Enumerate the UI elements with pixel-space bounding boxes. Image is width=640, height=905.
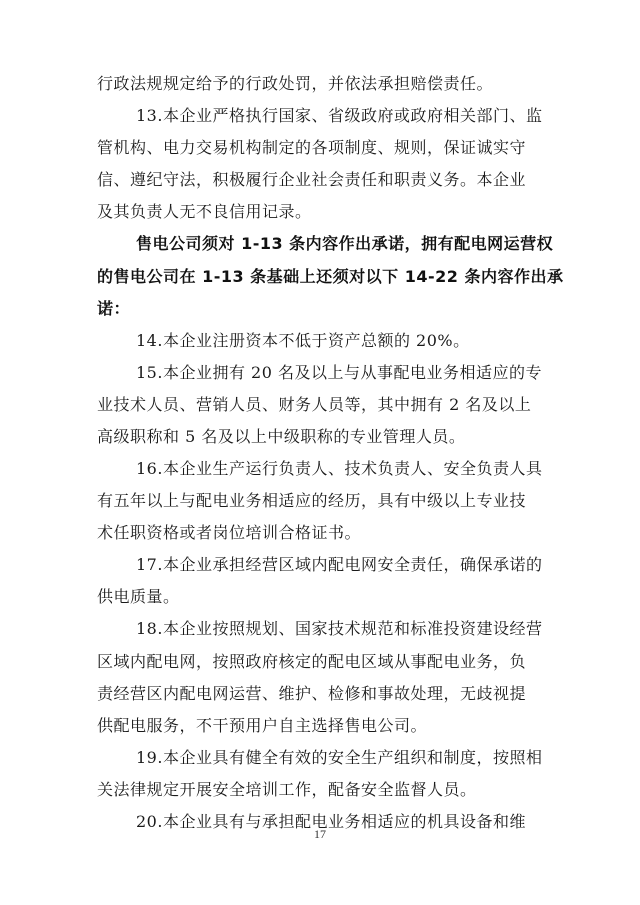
clause-15-line: 15.本企业拥有 20 名及以上与从事配电业务相适应的专 <box>136 363 542 382</box>
text-line: 区域内配电网，按照政府核定的配电区域从事配电业务，负 <box>97 652 527 671</box>
clause-13-line: 13.本企业严格执行国家、省级政府或政府相关部门、监 <box>136 106 543 125</box>
text-line: 有五年以上与配电业务相适应的经历，具有中级以上专业技 <box>97 491 527 510</box>
text-line: 及其负责人无不良信用记录。 <box>97 202 312 221</box>
commitment-heading-line: 的售电公司在 1-13 条基础上还须对以下 14-22 条内容作出承 <box>97 267 564 286</box>
clause-14-line: 14.本企业注册资本不低于资产总额的 20%。 <box>136 331 470 350</box>
clause-17-line: 17.本企业承担经营区域内配电网安全责任，确保承诺的 <box>136 555 543 574</box>
text-line: 术任职资格或者岗位培训合格证书。 <box>97 523 362 542</box>
text-line: 业技术人员、营销人员、财务人员等，其中拥有 2 名及以上 <box>97 395 532 414</box>
text-line: 供电质量。 <box>97 587 180 606</box>
text-line: 信、遵纪守法，积极履行企业社会责任和职责义务。本企业 <box>97 170 527 189</box>
clause-18-line: 18.本企业按照规划、国家技术规范和标准投资建设经营 <box>136 619 543 638</box>
text-line: 高级职称和 5 名及以上中级职称的专业管理人员。 <box>97 427 466 446</box>
clause-16-line: 16.本企业生产运行负责人、技术负责人、安全负责人具 <box>136 459 543 478</box>
text-line: 供配电服务，不干预用户自主选择售电公司。 <box>97 716 428 735</box>
text-line: 行政法规规定给予的行政处罚，并依法承担赔偿责任。 <box>97 74 494 93</box>
text-line: 责经营区内配电网运营、维护、检修和事故处理，无歧视提 <box>97 684 527 703</box>
text-line: 关法律规定开展安全培训工作，配备安全监督人员。 <box>97 780 477 799</box>
text-line: 管机构、电力交易机构制定的各项制度、规则，保证诚实守 <box>97 138 527 157</box>
commitment-heading-line: 诺： <box>97 299 131 318</box>
page-number: 17 <box>314 827 326 841</box>
clause-19-line: 19.本企业具有健全有效的安全生产组织和制度，按照相 <box>136 748 543 767</box>
clause-20-line: 20.本企业具有与承担配电业务相适应的机具设备和维 <box>136 812 526 831</box>
commitment-heading-line: 售电公司须对 1-13 条内容作出承诺，拥有配电网运营权 <box>136 234 554 253</box>
